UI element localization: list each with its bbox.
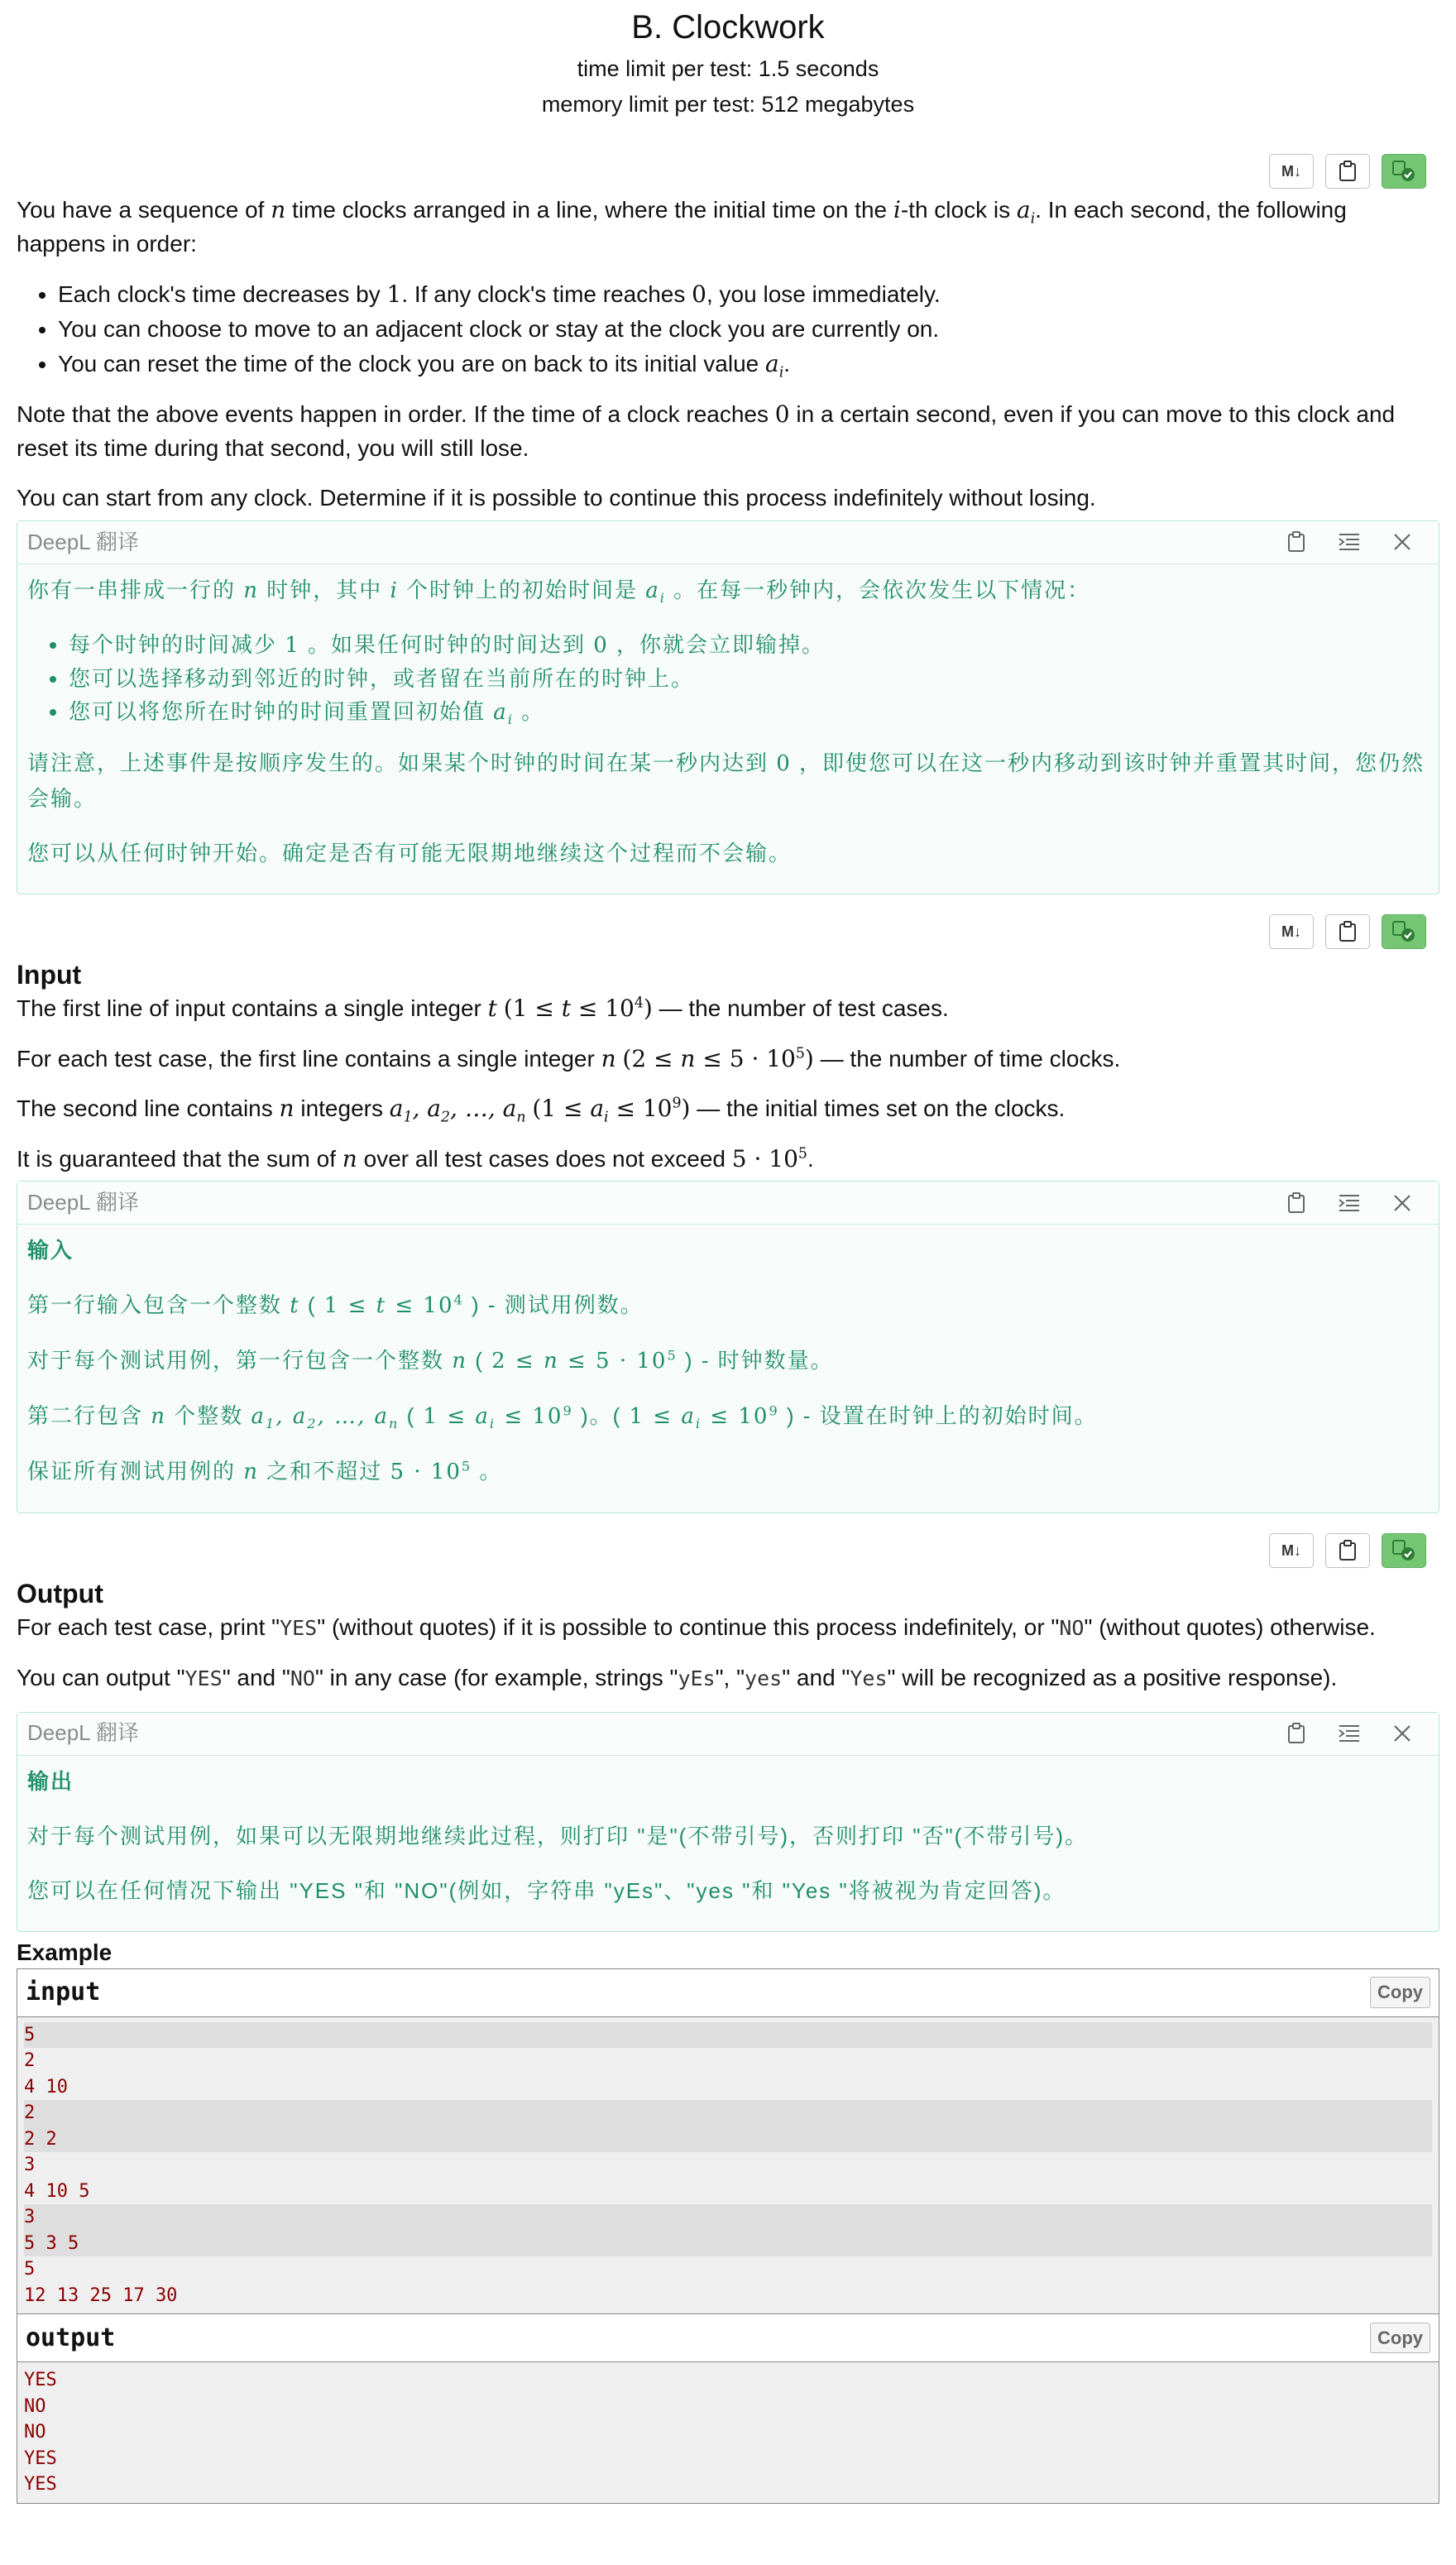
indent-icon[interactable] xyxy=(1323,1724,1376,1743)
input-line: 3 xyxy=(24,2155,36,2176)
close-icon[interactable] xyxy=(1376,533,1429,551)
indent-icon[interactable] xyxy=(1323,533,1376,551)
translated-title: 输出 xyxy=(27,1768,74,1794)
memory-limit: memory limit per test: 512 megabytes xyxy=(541,92,915,117)
deepl-label: DeepL 翻译 xyxy=(27,529,139,554)
input-line: 2 xyxy=(24,2100,1432,2126)
deepl-translation-box xyxy=(17,1181,1439,1513)
indent-icon[interactable] xyxy=(1323,1194,1376,1212)
section-title: Input xyxy=(17,959,82,990)
translated-paragraph: 你有一串排成一行的 n 时钟，其中 i 个时钟上的初始时间是 $a_i$ 。在每一秒钟内，会依次发生以下情况： xyxy=(27,577,1091,606)
clipboard-icon xyxy=(1339,1540,1357,1561)
translate-toggle-button[interactable] xyxy=(1382,154,1426,189)
example-input-header xyxy=(17,1969,1439,2017)
list-item: • You can reset the time of the clock you are on back to its initial value $a_i$. xyxy=(58,347,1439,381)
statement-toolbar xyxy=(17,151,1426,192)
translated-paragraph: 第一行输入包含一个整数 t ( $1 \le t \le 10^4$ ) - 测试用例数。 xyxy=(27,1292,644,1319)
markdown-icon: M↓ xyxy=(1281,923,1301,940)
clipboard-icon xyxy=(1339,161,1357,182)
input-toolbar xyxy=(17,911,1426,952)
example-output-body[interactable] xyxy=(17,2362,1439,2503)
translate-toggle-button[interactable] xyxy=(1382,914,1426,949)
input-paragraph: The first line of input contains a single integer t $(1 \le t \le 10^4)$ — the number of test cases. xyxy=(17,994,949,1022)
translated-paragraph: 第二行包含 n 个整数 $a_1$, $a_2$, …, $a_n$ ( $1 \le a_i \le 10^9$ )。( $1 \le a_i \le 10^9$ ) - 设置在时钟上的初始时间。 xyxy=(27,1402,1098,1432)
problem-header xyxy=(17,0,1439,122)
output-section xyxy=(17,1576,1439,1695)
problem-title: B. Clockwork xyxy=(631,9,825,46)
input-paragraph: It is guaranteed that the sum of n over all test cases does not exceed $5 \cdot 10^5$. xyxy=(17,1144,814,1172)
input-line: 12 13 25 17 30 xyxy=(24,2285,178,2306)
clipboard-icon[interactable] xyxy=(1270,531,1323,553)
translate-check-icon xyxy=(1391,920,1416,943)
output-paragraph: For each test case, print "YES" (without quotes) if it is possible to continue this process indefinitely, or "NO" (without quotes) otherwise. xyxy=(17,1614,1376,1641)
copy-button[interactable] xyxy=(1325,154,1370,189)
translate-check-icon xyxy=(1391,1539,1416,1562)
translated-paragraph: 请注意，上述事件是按顺序发生的。如果某个时钟的时间在某一秒内达到 0 ，即使您可以在这一秒内移动到该时钟并重置其时间，您仍然会输。 xyxy=(27,750,1425,811)
list-item: • 您可以选择移动到邻近的时钟，或者留在当前所在的时钟上。 xyxy=(69,662,1429,695)
input-paragraph: For each test case, the first line contains a single integer n $(2 \le n \le 5 \cdot 10^5)$ — the number of time clocks. xyxy=(17,1044,1121,1072)
example-output-label: output xyxy=(26,2323,116,2352)
clipboard-icon[interactable] xyxy=(1270,1192,1323,1214)
deepl-translation-box xyxy=(17,1712,1439,1932)
markdown-button[interactable] xyxy=(1269,154,1314,189)
statement-paragraph: You can start from any clock. Determine if it is possible to continue this process indefinitely without losing. xyxy=(17,485,1096,511)
deepl-header xyxy=(17,521,1439,564)
close-icon[interactable] xyxy=(1376,1194,1429,1212)
statement-paragraph: You have a sequence of n time clocks arranged in a line, where the initial time on the i-th clock is $a_i$. In each second, the following happens in order: xyxy=(17,196,1347,256)
markdown-icon: M↓ xyxy=(1281,162,1301,180)
output-toolbar xyxy=(17,1530,1426,1571)
input-line: 2 2 xyxy=(24,2126,1432,2153)
input-section xyxy=(17,957,1439,1176)
deepl-body xyxy=(17,564,1439,894)
example-input-label: input xyxy=(26,1978,101,2007)
translate-check-icon xyxy=(1391,160,1416,183)
input-line: 4 10 5 xyxy=(24,2180,90,2202)
deepl-body xyxy=(17,1756,1439,1931)
input-line: 2 xyxy=(24,2050,36,2072)
section-title: Output xyxy=(17,1579,103,1609)
output-line: YES xyxy=(24,2370,57,2391)
example-input-body[interactable] xyxy=(17,2017,1439,2315)
input-line: 3 xyxy=(24,2204,1432,2231)
output-line: YES xyxy=(24,2474,57,2495)
deepl-label: DeepL 翻译 xyxy=(27,1190,139,1215)
copy-button[interactable] xyxy=(1325,914,1370,949)
time-limit: time limit per test: 1.5 seconds xyxy=(577,56,879,81)
input-line: 4 10 xyxy=(24,2076,68,2098)
translated-paragraph: 保证所有测试用例的 n 之和不超过 $5 \cdot 10^5$ 。 xyxy=(27,1458,503,1485)
list-item: • 您可以将您所在时钟的时间重置回初始值 $a_i$ 。 xyxy=(69,695,1429,729)
output-line: YES xyxy=(24,2448,57,2469)
copy-output-button[interactable]: Copy xyxy=(1370,2323,1430,2354)
deepl-body xyxy=(17,1225,1439,1513)
list-item: • 每个时钟的时间减少 1 。如果任何时钟的时间达到 0 ，你就会立即输掉。 xyxy=(69,628,1429,662)
input-paragraph: The second line contains n integers $a_1$, $a_2$, …, $a_n$ $(1 \le a_i \le 10^9)$ — the initial times set on the clocks. xyxy=(17,1095,1066,1126)
example-title: Example xyxy=(17,1939,113,1965)
list-item: • Each clock's time decreases by 1. If any clock's time reaches 0, you lose immediately. xyxy=(58,277,1439,312)
translated-title: 输入 xyxy=(27,1238,74,1263)
translate-toggle-button[interactable] xyxy=(1382,1533,1426,1568)
markdown-icon: M↓ xyxy=(1281,1542,1301,1560)
deepl-header xyxy=(17,1713,1439,1756)
rules-list xyxy=(17,277,1439,381)
translated-paragraph: 您可以从任何时钟开始。确定是否有可能无限期地继续这个过程而不会输。 xyxy=(27,840,793,865)
markdown-button[interactable] xyxy=(1269,914,1314,949)
example-output-header xyxy=(17,2314,1439,2362)
output-line: NO xyxy=(24,2422,46,2443)
translated-list xyxy=(27,628,1429,729)
translated-paragraph: 您可以在任何情况下输出 "YES "和 "NO"(例如，字符串 "yEs"、"yes "和 "Yes "将被视为肯定回答)。 xyxy=(27,1877,1066,1903)
copy-button[interactable] xyxy=(1325,1533,1370,1568)
input-line: 5 3 5 xyxy=(24,2231,1432,2257)
example-box xyxy=(17,1968,1439,2504)
deepl-translation-box xyxy=(17,520,1439,894)
deepl-label: DeepL 翻译 xyxy=(27,1720,139,1746)
problem-statement xyxy=(17,194,1439,515)
list-item: • You can choose to move to an adjacent clock or stay at the clock you are currently on. xyxy=(58,312,1439,347)
translated-paragraph: 对于每个测试用例，如果可以无限期地继续此过程，则打印 "是"(不带引号)，否则打印 "否"(不带引号)。 xyxy=(27,1823,1088,1848)
copy-input-button[interactable]: Copy xyxy=(1370,1977,1430,2008)
translated-paragraph: 对于每个测试用例，第一行包含一个整数 n ( $2 \le n \le 5 \cdot 10^5$ ) - 时钟数量。 xyxy=(27,1347,834,1374)
statement-paragraph: Note that the above events happen in order. If the time of a clock reaches 0 in a certain second, even if you can move to this clock and reset its time during that second, you will still lose. xyxy=(17,400,1396,461)
close-icon[interactable] xyxy=(1376,1724,1429,1743)
output-paragraph: You can output "YES" and "NO" in any case (for example, strings "yEs", "yes" and "Yes" will be recognized as a positive response). xyxy=(17,1664,1338,1690)
deepl-header xyxy=(17,1182,1439,1225)
input-line: 5 xyxy=(24,2259,36,2280)
markdown-button[interactable] xyxy=(1269,1533,1314,1568)
output-line: NO xyxy=(24,2395,46,2417)
clipboard-icon xyxy=(1339,921,1357,942)
input-line: 5 xyxy=(24,2022,1432,2049)
clipboard-icon[interactable] xyxy=(1270,1723,1323,1744)
